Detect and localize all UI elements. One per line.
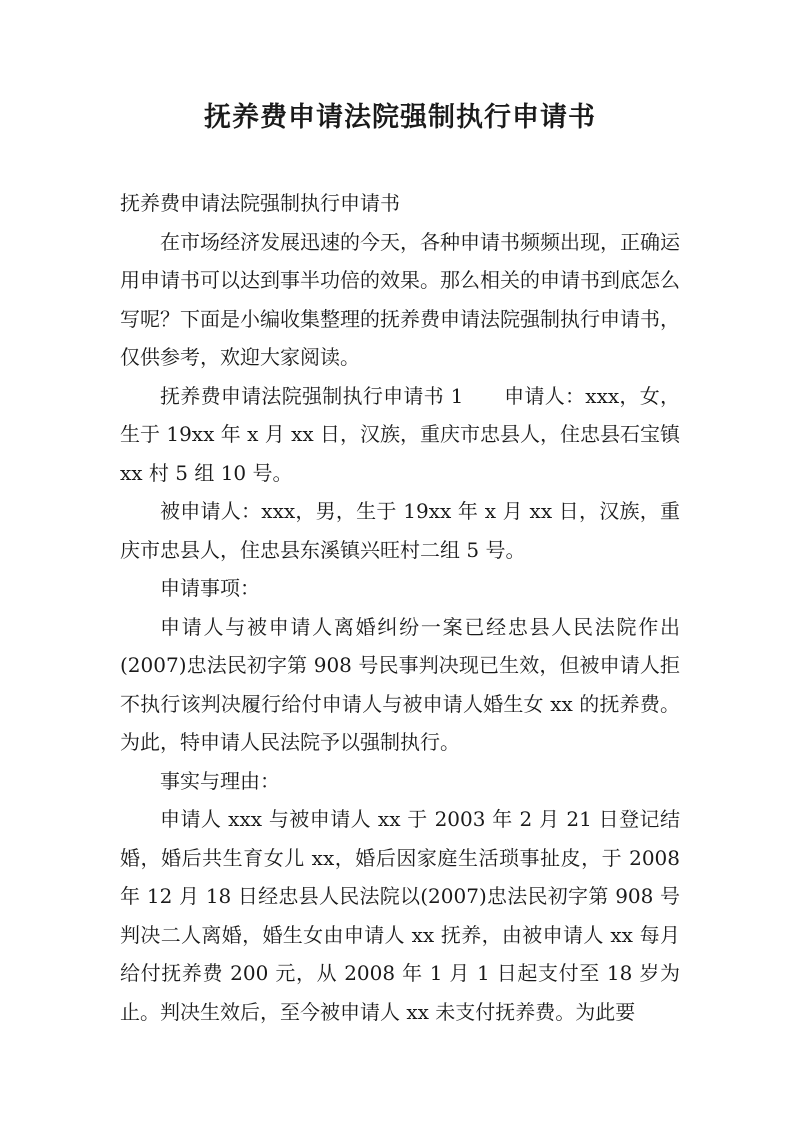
body-heading: 抚养费申请法院强制执行申请书 [120, 191, 400, 215]
intro-paragraph: 在市场经济发展迅速的今天，各种申请书频频出现，正确运用申请书可以达到事半功倍的效果。那么相关的申请书到底怎么写呢？下面是小编收集整理的抚养费申请法院强制执行申请书，仅供参考，欢迎大家阅读。 [120, 229, 680, 369]
applicant-paragraph: 抚养费申请法院强制执行申请书 1 申请人：xxx，女，生于 19xx 年 x 月 xx 日，汉族，重庆市忠县人，住忠县石宝镇 xx 村 5 组 10 号。 [120, 383, 680, 485]
request-items-paragraph: 申请人与被申请人离婚纠纷一案已经忠县人民法院作出(2007)忠法民初字第 908 号民事判决现已生效，但被申请人拒不执行该判决履行给付申请人与被申请人婚生女 xx 的抚养费。为此，特申请人民法院予以强制执行。 [120, 614, 680, 754]
facts-reasons-heading: 事实与理由： [160, 768, 280, 793]
document-title: 抚养费申请法院强制执行申请书 [204, 102, 596, 133]
facts-reasons-paragraph: 申请人 xxx 与被申请人 xx 于 2003 年 2 月 21 日登记结婚，婚后共生育女儿 xx，婚后因家庭生活琐事扯皮，于 2008 年 12 月 18 日经忠县人民法院以(2007)忠法民初字第 908 号判决二人离婚，婚生女由申请人 xx 抚养，由被申请人 xx 每月给付抚养费 200 元，从 2008 年 1 月 1 日起支付至 18 岁为止。判决生效后，至今被申请人 xx 未支付抚养费。为此要 [120, 807, 680, 1024]
request-items-heading: 申请事项： [160, 576, 260, 600]
respondent-paragraph: 被申请人：xxx，男，生于 19xx 年 x 月 xx 日，汉族，重庆市忠县人，住忠县东溪镇兴旺村二组 5 号。 [120, 499, 680, 562]
document-body [120, 184, 680, 1031]
